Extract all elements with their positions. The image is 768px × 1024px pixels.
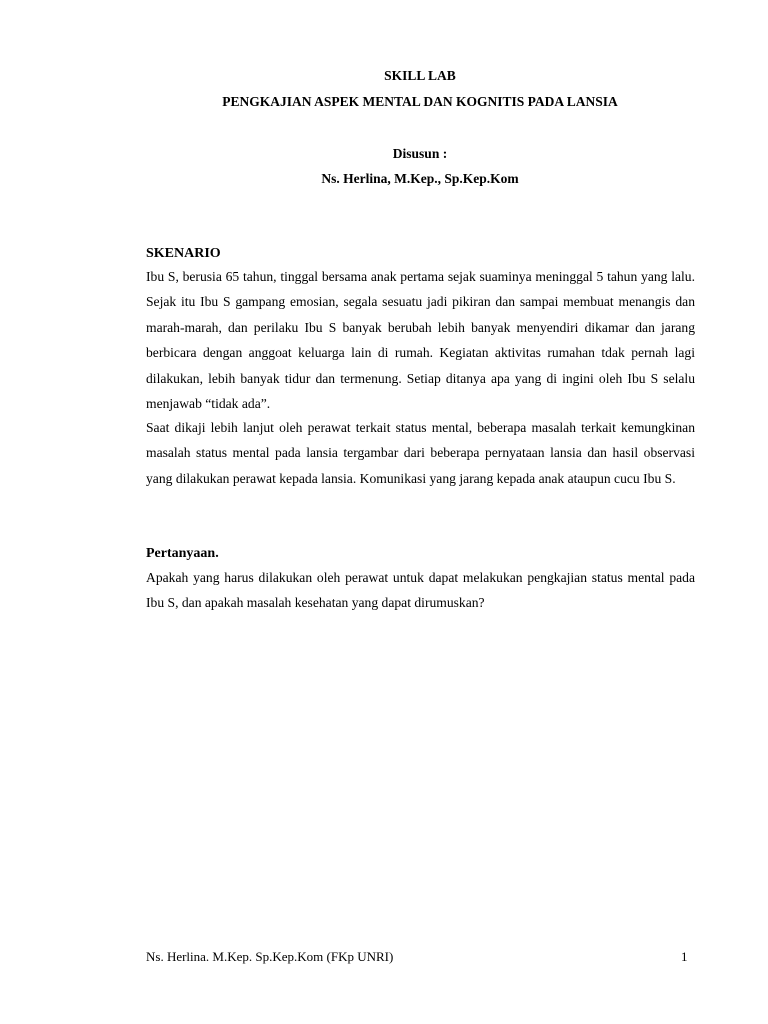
skenario-heading: SKENARIO (146, 246, 221, 261)
disusun-label: Disusun : (392, 146, 448, 161)
pertanyaan-heading: Pertanyaan. (146, 546, 219, 561)
footer-author: Ns. Herlina. M.Kep. Sp.Kep.Kom (FKp UNRI) (146, 949, 394, 964)
document-title: SKILL LAB (384, 68, 456, 83)
pertanyaan-paragraph: Apakah yang harus dilakukan oleh perawat untuk dapat melakukan pengkajian status mental pada Ibu S, dan apakah masalah kesehatan yang dapat dirumuskan? (146, 570, 695, 611)
author-name: Ns. Herlina, M.Kep., Sp.Kep.Kom (321, 171, 519, 186)
skenario-paragraph-2: Saat dikaji lebih lanjut oleh perawat terkait status mental, beberapa masalah terkait kemungkinan masalah status mental pada lansia tergambar dari beberapa pernyataan lansia dan hasil observasi yang dilakukan perawat kepada lansia. Komunikasi yang jarang kepada anak ataupun cucu Ibu S. (146, 420, 695, 486)
skenario-paragraph-1: Ibu S, berusia 65 tahun, tinggal bersama anak pertama sejak suaminya meninggal 5 tahun yang lalu. Sejak itu Ibu S gampang emosian, segala sesuatu jadi pikiran dan sampai membuat menangis dan marah-marah, dan perilaku Ibu S banyak berubah lebih banyak menyendiri dikamar dan jarang berbicara dengan anggoat keluarga lain di rumah. Kegiatan aktivitas rumahan tdak pernah lagi dilakukan, lebih banyak tidur dan termenung. Setiap ditanya apa yang di ingini oleh Ibu S selalu menjawab “tidak ada”. (146, 269, 695, 412)
page-number: 1 (681, 949, 688, 964)
document-subtitle: PENGKAJIAN ASPEK MENTAL DAN KOGNITIS PADA LANSIA (222, 94, 618, 109)
